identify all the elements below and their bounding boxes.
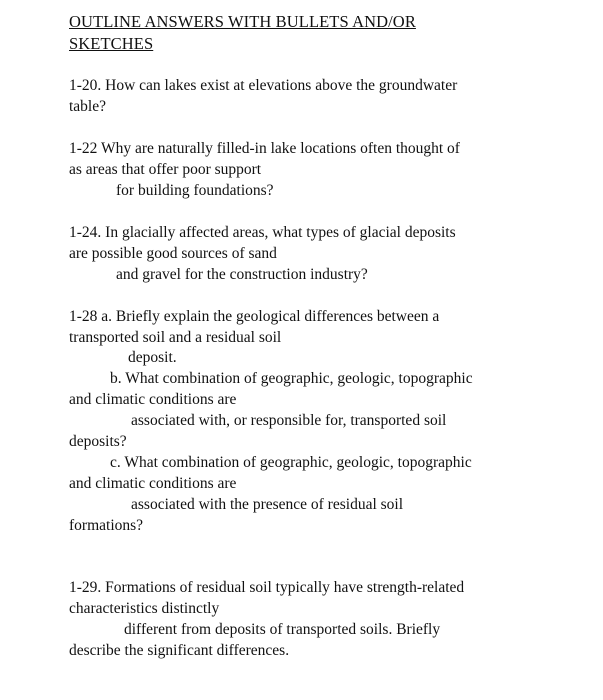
question-1-28-line-3: deposit. xyxy=(128,349,177,366)
question-1-24-line-3: and gravel for the construction industry? xyxy=(116,266,368,283)
question-1-22-line-1: 1-22 Why are naturally filled-in lake locations often thought of xyxy=(69,140,460,157)
heading-line-2: SKETCHES xyxy=(69,34,154,53)
question-1-28-line-6: associated with, or responsible for, transported soil xyxy=(131,412,447,429)
question-1-29-line-2: characteristics distinctly xyxy=(69,600,220,617)
question-1-28-line-8: c. What combination of geographic, geologic, topographic xyxy=(110,454,472,471)
heading-line-1: OUTLINE ANSWERS WITH BULLETS AND/OR xyxy=(69,12,416,31)
question-1-28-line-9: and climatic conditions are xyxy=(69,475,237,492)
question-1-22-line-2: as areas that offer poor support xyxy=(69,161,262,178)
question-1-29-line-4: describe the significant differences. xyxy=(69,642,290,659)
question-1-28-line-11: formations? xyxy=(69,517,144,534)
question-1-28-line-7: deposits? xyxy=(69,433,127,450)
question-1-20-line-2: table? xyxy=(69,98,107,115)
question-1-24-line-1: 1-24. In glacially affected areas, what types of glacial deposits xyxy=(69,224,456,241)
question-1-28-line-4: b. What combination of geographic, geologic, topographic xyxy=(110,370,473,387)
question-1-28-line-1: 1-28 a. Briefly explain the geological differences between a xyxy=(69,308,440,325)
question-1-20-line-1: 1-20. How can lakes exist at elevations above the groundwater xyxy=(69,77,458,94)
question-1-28-line-10: associated with the presence of residual soil xyxy=(131,496,404,513)
question-1-24-line-2: are possible good sources of sand xyxy=(69,245,277,262)
question-1-22-line-3: for building foundations? xyxy=(116,182,274,199)
question-1-28-line-2: transported soil and a residual soil xyxy=(69,329,282,346)
question-1-29-line-1: 1-29. Formations of residual soil typically have strength-related xyxy=(69,579,465,596)
question-1-29-line-3: different from deposits of transported soils. Briefly xyxy=(124,621,441,638)
question-1-28-line-5: and climatic conditions are xyxy=(69,391,237,408)
